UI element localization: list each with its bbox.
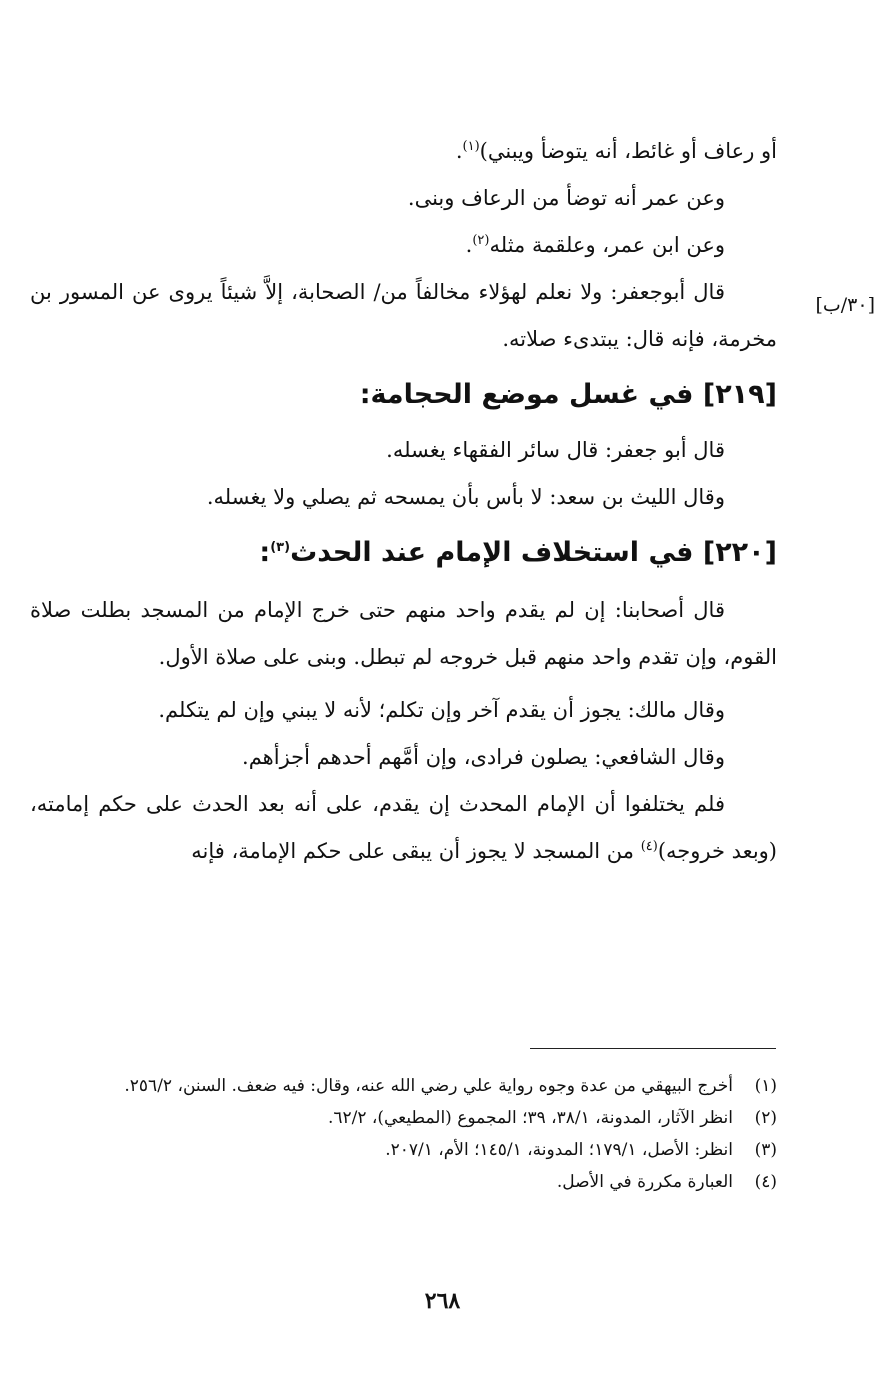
paragraph-9: وقال الشافعي: يصلون فرادى، وإن أمَّهم أحدهم أجزأهم. xyxy=(242,745,725,769)
paragraph-7: قال أصحابنا: إن لم يقدم واحد منهم حتى خرج الإمام من المسجد بطلت صلاة القوم، وإن تقدم واحد منهم قبل خروجه لم تبطل. وبنى على صلاة الأول. xyxy=(30,598,777,669)
section-heading-220: [٢٢٠] في استخلاف الإمام عند الحدث$^{(٣)}$: xyxy=(259,537,777,568)
footnote-1 xyxy=(30,1070,777,1102)
footnote-ref-3[interactable]: (٣) xyxy=(270,540,291,555)
main-text xyxy=(30,128,777,875)
paragraph-3: وعن ابن عمر، وعلقمة مثله$^{(٢)}$. xyxy=(465,233,725,257)
paragraph-5: قال أبو جعفر: قال سائر الفقهاء يغسله. xyxy=(386,438,725,462)
footnote-number: (٣) xyxy=(754,1140,777,1160)
section-heading-219: [٢١٩] في غسل موضع الحجامة: xyxy=(359,379,777,410)
footnote-ref-1[interactable]: (١) xyxy=(462,139,480,154)
footnote-3 xyxy=(30,1134,777,1166)
paragraph-8: وقال مالك: يجوز أن يقدم آخر وإن تكلم؛ لأنه لا يبني وإن لم يتكلم. xyxy=(158,698,725,722)
footnote-text: أخرج البيهقي من عدة وجوه رواية علي رضي الله عنه، وقال: فيه ضعف. السنن، ٢٥٦/٢. xyxy=(124,1076,733,1096)
paragraph-6: وقال الليث بن سعد: لا بأس بأن يمسحه ثم يصلي ولا يغسله. xyxy=(206,485,725,509)
manuscript-folio-marker: [٣٠/ب] xyxy=(815,294,875,316)
footnotes xyxy=(30,1070,777,1198)
paragraph-4: قال أبوجعفر: ولا نعلم لهؤلاء مخالفاً من/ الصحابة، إلاَّ شيئاً يروى عن المسور بن مخرمة، فإنه قال: يبتدىء صلاته. xyxy=(30,280,777,351)
footnote-number: (١) xyxy=(754,1076,777,1096)
page-number: ٢٦٨ xyxy=(424,1288,461,1314)
footnote-4 xyxy=(30,1166,777,1198)
footnote-text: انظر: الأصل، ١٧٩/١؛ المدونة، ١٤٥/١؛ الأم، ٢٠٧/١. xyxy=(385,1140,733,1160)
paragraph-10: فلم يختلفوا أن الإمام المحدث إن يقدم، على أنه بعد الحدث على حكم إمامته، (وبعد خروجه)$^{(٤)}$ من المسجد لا يجوز أن يبقى على حكم الإمامة، فإنه xyxy=(30,792,777,863)
footnote-number: (٤) xyxy=(754,1172,777,1192)
footnote-ref-4[interactable]: (٤) xyxy=(640,839,658,854)
footnote-text: العبارة مكررة في الأصل. xyxy=(556,1172,733,1192)
footnote-ref-2[interactable]: (٢) xyxy=(472,233,490,248)
paragraph-2: وعن عمر أنه توضأ من الرعاف وبنى. xyxy=(407,186,725,210)
footnote-2 xyxy=(30,1102,777,1134)
footnote-separator xyxy=(530,1048,776,1049)
footnote-number: (٢) xyxy=(754,1108,777,1128)
paragraph-1: أو رعاف أو غائط، أنه يتوضأ ويبني)$^{(١)}$. xyxy=(455,139,777,163)
footnote-text: انظر الآثار، المدونة، ٣٨/١، ٣٩؛ المجموع (المطيعي)، ٦٢/٢. xyxy=(327,1108,733,1128)
